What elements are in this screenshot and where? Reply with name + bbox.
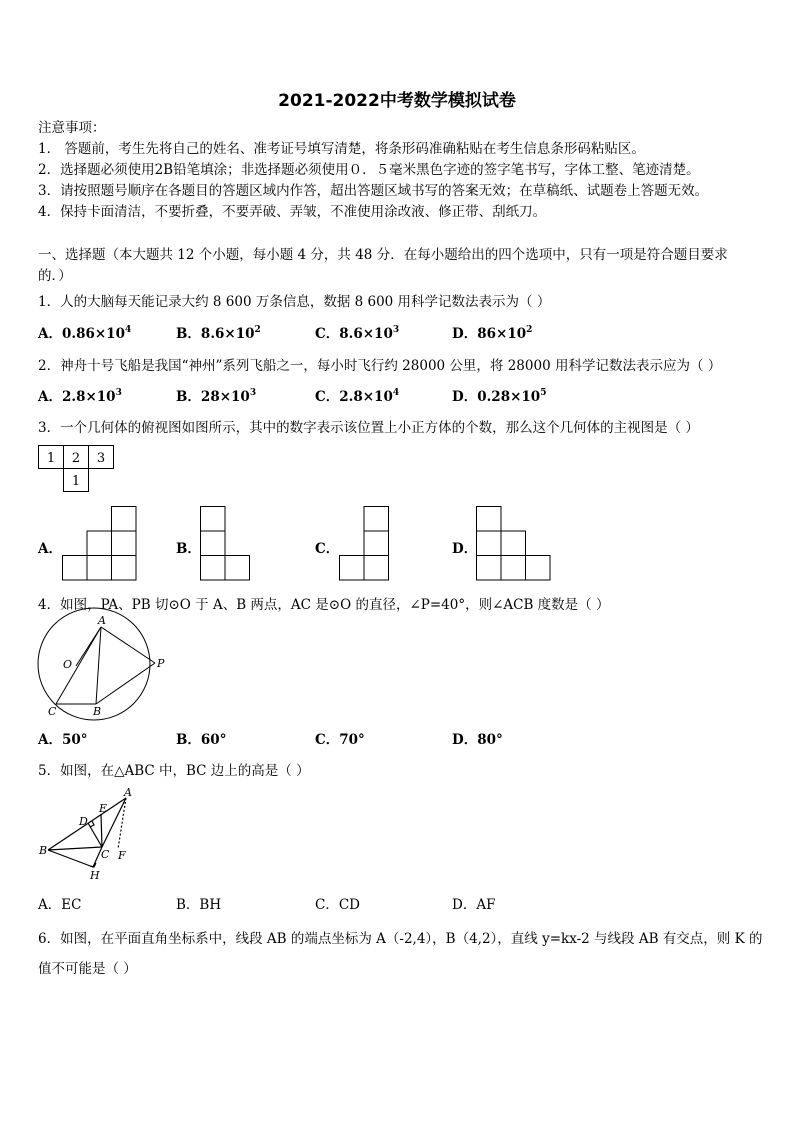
notice-item-2: 2．选择题必须使用2B铅笔填涂；非选择题必须使用０．５毫米黑色字迹的签字笔书写，字体工整、笔迹清楚。 bbox=[38, 162, 700, 178]
label-f: F bbox=[118, 849, 126, 862]
label-c: C bbox=[48, 705, 57, 718]
label-b: B bbox=[93, 705, 102, 718]
label-e: E bbox=[99, 802, 108, 815]
label-p: P bbox=[157, 657, 165, 670]
q5-option-b[interactable]: B．BH bbox=[176, 897, 222, 913]
label-a: A bbox=[98, 614, 106, 627]
q3-option-a-view[interactable] bbox=[62, 505, 138, 581]
section-heading-cont: 的．） bbox=[38, 268, 72, 284]
q4-option-d[interactable]: D．80° bbox=[452, 732, 503, 748]
q3-option-d-label[interactable]: D． bbox=[452, 541, 478, 557]
q3-option-c-label[interactable]: C． bbox=[315, 541, 340, 557]
segment-ab bbox=[96, 627, 101, 704]
q1-option-c[interactable]: C．$8.6\times 10^3$ bbox=[315, 325, 400, 342]
question-3-stem: 3．一个几何体的俯视图如图所示，其中的数字表示该位置上小正方体的个数，那么这个几何体的主视图是（ ） bbox=[38, 420, 699, 436]
q3-top-view-grid bbox=[38, 445, 118, 495]
q4-option-b[interactable]: B．60° bbox=[176, 732, 227, 748]
question-1-stem: 1．人的大脑每天能记录大约 8 600 万条信息，数据 8 600 用科学记数法表示为（ ） bbox=[38, 294, 551, 310]
question-4-stem: 4．如图，PA、PB 切⊙O 于 A、B 两点，AC 是⊙O 的直径，∠P=40°，则∠ACB 度数是（ ） bbox=[38, 597, 610, 613]
label-h: H bbox=[90, 869, 100, 882]
section-heading: 一、选择题（本大题共 12 个小题，每小题 4 分，共 48 分．在每小题给出的四个选项中，只有一项是符合题目要求 bbox=[38, 247, 728, 263]
grid-cell-4: 1 bbox=[71, 474, 81, 489]
question-2-stem: 2．神舟十号飞船是我国“神州”系列飞船之一，每小时飞行约 28000 公里，将 28000 用科学记数法表示应为（ ） bbox=[38, 358, 722, 374]
q1-option-b[interactable]: B．$8.6\times 10^2$ bbox=[176, 325, 261, 342]
segment-ec bbox=[101, 814, 102, 847]
q5-triangle-figure bbox=[38, 786, 138, 885]
label-d: D bbox=[79, 815, 88, 828]
notice-heading: 注意事项： bbox=[38, 120, 106, 136]
q1-option-a[interactable]: A．$0.86\times 10^4$ bbox=[38, 325, 132, 342]
q2-option-c[interactable]: C．$2.8\times 10^4$ bbox=[315, 388, 400, 405]
notice-item-4: 4．保持卡面清洁，不要折叠，不要弄破、弄皱，不准使用涂改液、修正带、刮纸刀。 bbox=[38, 204, 547, 220]
q2-option-a[interactable]: A．$2.8\times 10^3$ bbox=[38, 388, 122, 405]
circle-o bbox=[38, 608, 150, 720]
q4-option-a[interactable]: A．50° bbox=[38, 732, 88, 748]
q3-option-a-label[interactable]: A． bbox=[38, 541, 62, 557]
q3-option-c-view[interactable] bbox=[339, 505, 391, 581]
notice-item-1: 1． 答题前，考生先将自己的姓名、准考证号填写清楚，将条形码准确粘贴在考生信息条形码粘贴区。 bbox=[38, 141, 645, 157]
label-a: A bbox=[124, 786, 132, 799]
q3-option-d-view[interactable] bbox=[476, 505, 552, 581]
grid-cell-3: 3 bbox=[96, 451, 106, 466]
page-title: 2021-2022中考数学模拟试卷 bbox=[278, 91, 516, 111]
q2-option-b[interactable]: B．$28\times 10^3$ bbox=[176, 388, 257, 405]
question-6-stem-cont: 值不可能是（ ） bbox=[38, 961, 137, 977]
q5-option-c[interactable]: C．CD bbox=[315, 897, 360, 913]
q1-option-d[interactable]: D．$86\times 10^2$ bbox=[452, 325, 533, 342]
q4-option-c[interactable]: C．70° bbox=[315, 732, 365, 748]
q5-option-d[interactable]: D．AF bbox=[452, 897, 496, 913]
question-5-stem: 5．如图，在△ABC 中，BC 边上的高是（ ） bbox=[38, 763, 310, 779]
label-c: C bbox=[101, 848, 110, 861]
q2-option-d[interactable]: D．$0.28\times 10^5$ bbox=[452, 388, 547, 405]
label-b: B bbox=[39, 844, 48, 857]
notice-item-3: 3．请按照题号顺序在各题目的答题区域内作答，超出答题区域书写的答案无效；在草稿纸、试题卷上答题无效。 bbox=[38, 183, 709, 199]
question-6-stem: 6．如图，在平面直角坐标系中，线段 AB 的端点坐标为 A（-2,4），B（4,2），直线 y=kx-2 与线段 AB 有交点，则 K 的 bbox=[38, 931, 763, 947]
grid-cell-1: 1 bbox=[46, 451, 56, 466]
segment-bh bbox=[48, 850, 93, 867]
q4-circle-figure bbox=[30, 614, 180, 718]
q5-option-a[interactable]: A．EC bbox=[38, 897, 82, 913]
grid-cell-2: 2 bbox=[71, 451, 81, 466]
side-bc bbox=[48, 847, 102, 850]
q3-option-b-view[interactable] bbox=[200, 505, 252, 581]
label-o: O bbox=[63, 658, 73, 671]
q3-option-b-label[interactable]: B． bbox=[176, 541, 201, 557]
